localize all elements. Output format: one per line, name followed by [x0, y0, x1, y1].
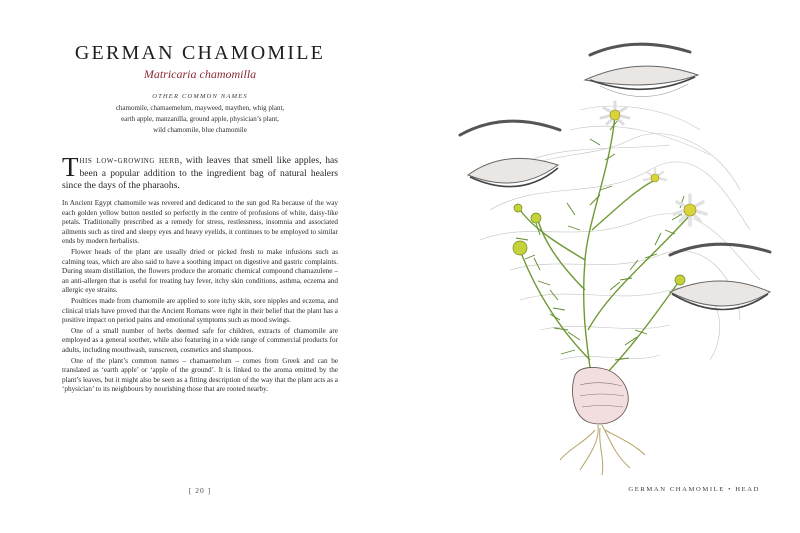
engraved-mist: [480, 106, 760, 360]
intro-text: , with leaves that smell like apples, has been a popular addition to the ingredient bag of natural healers since the days of the pharaohs.: [62, 155, 338, 192]
closed-eye-right: [670, 244, 770, 309]
latin-name: Matricaria chamomilla: [143, 67, 257, 81]
intro-paragraph: [62, 152, 338, 193]
other-names-line: chamomile, chamaemelum, mayweed, maythen, whig plant,: [115, 104, 285, 112]
body-paragraph: In Ancient Egypt chamomile was revered and dedicated to the sun god Ra because of the way each golden yellow button nestled so perfectly in the centre of profusions of white, daisy-like petals. Traditionally prescribed as a remedy for stress, restlessness, insomnia and associated ailments such as tired and sleepy eyes and heavy eyelids, it continues to be employed to similar ends by modern herbalists.: [62, 199, 338, 246]
body-paragraph: Flower heads of the plant are usually dried or picked fresh to make infusions such as calming teas, which are also said to have a soothing impact on digestive and gastric complaints. During steam distillation, the flowers produce the aromatic chemical compound chamazulene – an anti-allergen that is useful for treating hay fever, itchy skin conditions, asthma, eczema and allergic eye strains.: [62, 247, 338, 295]
chamomile-flower: [674, 195, 706, 225]
plant-roots: [560, 425, 645, 475]
other-names-line: wild chamomile, blue chamomile: [153, 125, 247, 134]
body-paragraph: One of a small number of herbs deemed safe for children, extracts of chamomile are employed as a general soother, while also featuring in a wide range of commercial products for adults, including mouthwash, sunscreen, cosmetics and shampoos.: [62, 326, 338, 354]
body-text: [62, 199, 338, 396]
chamomile-illustration: [440, 30, 780, 480]
page-title: GERMAN CHAMOMILE: [74, 42, 326, 64]
body-paragraph: One of the plant’s common names – chamaemelum – comes from Greek and can be translated as ‘earth apple’ or ‘apple of the ground’. It is linked to the aroma emitted by the plant’s leaves, but it might also be seen as a fitting description of the way that the plant acts as a ‘physician’ to its neighbours by nourishing those that are rooted nearby.: [62, 356, 338, 394]
chamomile-bud: [513, 204, 685, 285]
hand-holding-plant: [573, 367, 629, 424]
closed-eye-top: [585, 44, 698, 96]
feathery-leaves: [516, 120, 684, 360]
other-names-list: [85, 103, 315, 135]
page-number: [ 20 ]: [188, 486, 212, 495]
right-page: [400, 0, 800, 533]
other-names-line: earth apple, manzanilla, ground apple, physician’s plant,: [121, 114, 279, 123]
drop-cap: T: [62, 152, 79, 182]
body-paragraph: Poultices made from chamomile are applied to sore itchy skin, sore nipples and eczema, and clinical trials have proved that the Ancient Romans were right in their belief that the plant has a positive impact on period pains and emotional symptoms such as mood swings.: [62, 296, 338, 325]
closed-eye-left: [460, 121, 560, 187]
plant-stems: [520, 115, 690, 405]
running-head: GERMAN CHAMOMILE • HEAD: [628, 486, 760, 493]
other-names-heading: OTHER COMMON NAMES: [152, 93, 248, 100]
chamomile-flower: [644, 168, 666, 182]
intro-smallcaps: his low-growing herb: [79, 155, 180, 166]
